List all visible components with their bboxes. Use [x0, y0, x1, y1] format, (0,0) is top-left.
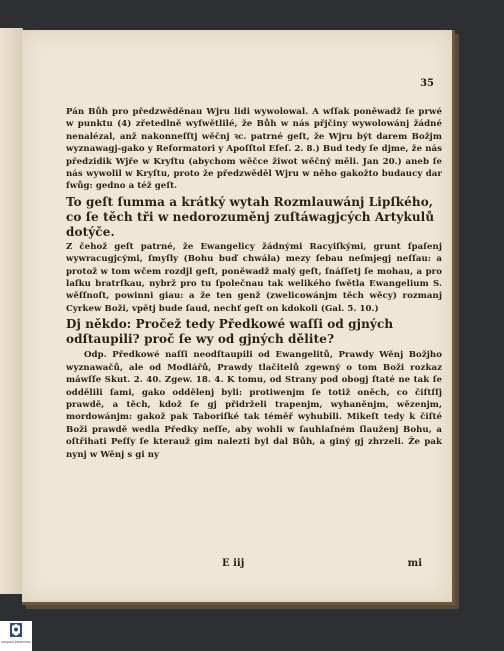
- page-number: 35: [420, 78, 434, 89]
- crest-icon: [0, 621, 32, 641]
- section-heading: To geſt ſumma a krátký wytah Rozmlauwánj Lipſkého, co ſe těch tři w nedorozuměnj zuſtáwagjcých Artykulů dotýče.: [66, 194, 435, 239]
- left-page-edge: [0, 28, 23, 594]
- paragraph-1: Pán Bůh pro předzwěděnau Wjru lidi wywolowal. A wſſak poněwadž ſe prwé w punktu (4) zřetedlně wyſwětlilé, že Bůh w nás přjčiny wywolowánj žádné nenalézal, anž nakonneſſtj wěčnj ꝛc. patrné geſt, že Wjru být darem Božjm wyznawagj-gako y Reformatori y Apoſſtol Efeſ. 2. 8.) Bud tedy ſe djme, že nás předzidik Wjře w Kryſtu (abychom wěčce žiwot wěčný měli. Jan 20.) aneb ſe nás wywolil w Kryſtu, proto že předzwěděl Wjru w něho gakožto budaucy dar ſwůg: gedno a též geſt.: [66, 107, 442, 192]
- signature-mark: E iij: [222, 558, 245, 569]
- book-page: [22, 30, 455, 605]
- paragraph-2: Z čehož geſt patrné, že Ewangelicy žádnými Racyiſkými, grunt ſpaſenj wywracugjcými, ſmyſly (Bohu buď chwála) mezy ſebau neſmjegj neſſau: a protož w tom wčem rozdjl geſt, poněwadž malý geſt, ſnáſſetj ſe mohau, a pro laſku bratrſkau, nybrž pro tu ſpolečnau tak welikého ſwětla Ewangelium S. wěſſnoſt, powinni giau: a že ten genž (zwelicowánjm těch wěcy) rozmanj Cyrkew Boži, vpětj bude ſaud, nechť geſt on kdokoli (Gal. 5. 10.): [66, 241, 442, 314]
- logo-text: KRAJSKÁ KNIHOVNA: [1, 640, 31, 644]
- paragraph-3: Odp. Předkowé naſſi neodſtaupili od Ewangelitů, Prawdy Wěnj Božjho wyznawačů, ale od Modlářů, Prawdy tlačitelů zgewný o tom Boži rozkaz máwſſe Skut. 2. 40. Zgew. 18. 4. K tomu, od Strany pod obogj ſtaté ne tak ſe oddělili ſami, gako oddělenj byli: protiwenjm ſe totiž oněch, co čiſtſſj prawdě, a těch, kdož ſe gj přidrželi trapenjm, wyhaněnjm, wězenjm, mordowánjm: gakož pak Taboriſké tak téměř wyhubili. Mikeſt tedy k čiſté Boži prawdě wedla Předky neſſe, aby wohli w ſauhlaſném ſlauženj Bohu, a oſtřihati Peſſy ſe kterauž gim nalezti byl dal Bůh, a giný gj zhrzeli. Že pak nynj w Wěnj s gi ny: [66, 350, 442, 460]
- question-heading: Dj někdo: Pročež tedy Předkowé waſſi od gjných odſtaupili? proč ſe wy od gjných dělite?: [66, 317, 394, 347]
- catchword: mi: [407, 558, 422, 569]
- page-text: [66, 106, 442, 461]
- library-logo: [0, 621, 32, 651]
